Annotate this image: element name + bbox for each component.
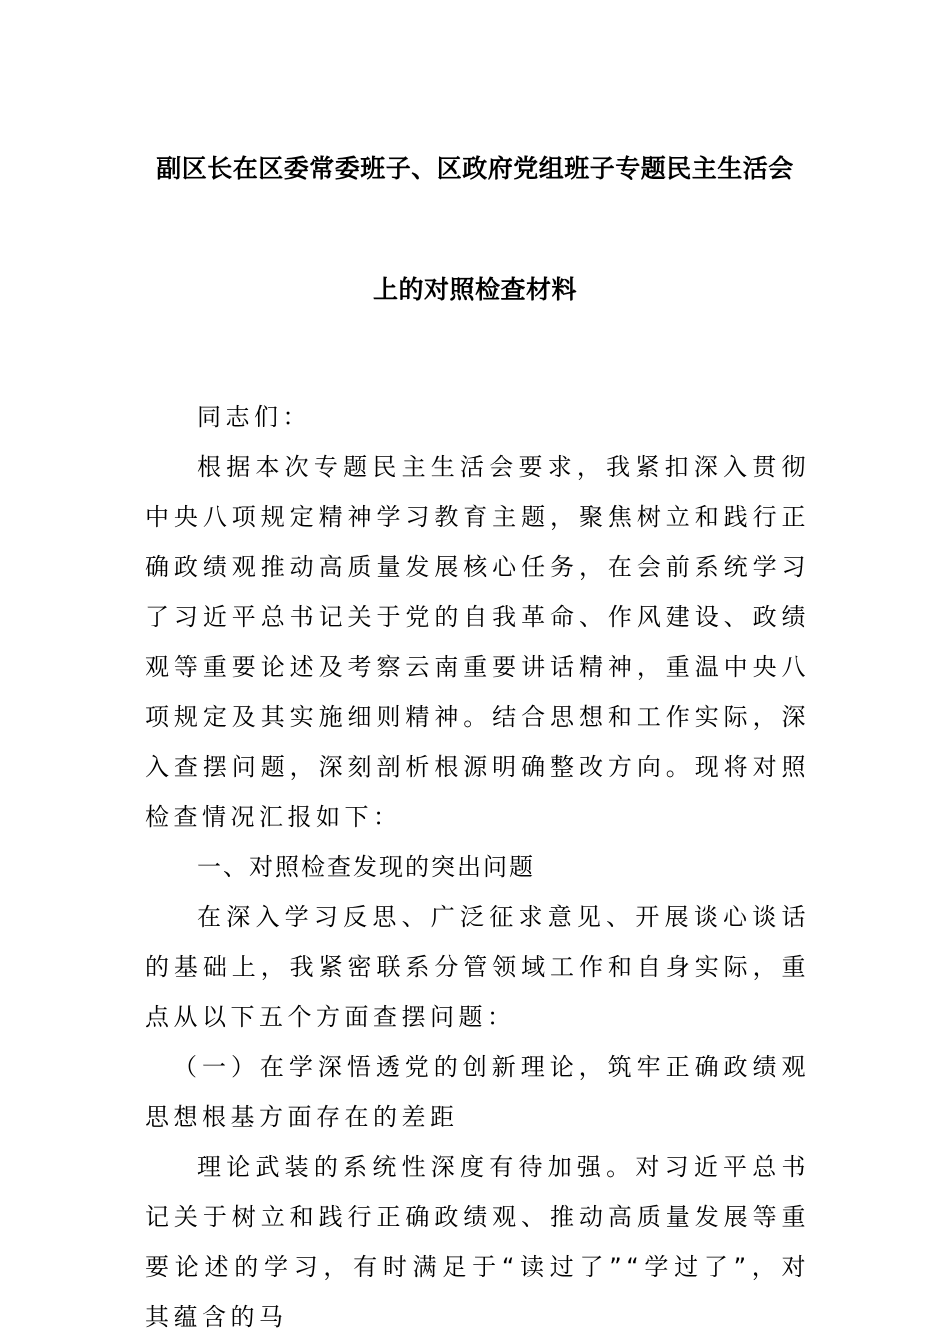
document-title-line-2: 上的对照检查材料 xyxy=(372,275,577,304)
body-paragraph-intro: 根据本次专题民主生活会要求，我紧扣深入贯彻中央八项规定精神学习教育主题，聚焦树立和践行正确政绩观推动高质量发展核心任务，在会前系统学习了习近平总书记关于党的自我革命、作风建设、政绩观等重要论述及考察云南重要讲话精神，重温中央八项规定及其实施细则精神。结合思想和工作实际，深入查摆问题，深刻剖析根源明确整改方向。现将对照检查情况汇报如下： xyxy=(145,453,810,831)
body-paragraph-overview: 在深入学习反思、广泛征求意见、开展谈心谈话的基础上，我紧密联系分管领域工作和自身实际，重点从以下五个方面查摆问题： xyxy=(145,903,810,1031)
document-body xyxy=(145,392,810,1342)
salutation: 同志们： xyxy=(197,403,311,431)
document-title-line-1: 副区长在区委常委班子、区政府党组班子专题民主生活会 xyxy=(156,154,794,183)
subsection-heading-1: （一）在学深悟透党的创新理论，筑牢正确政绩观思想根基方面存在的差距 xyxy=(145,1053,810,1131)
body-paragraph-theory: 理论武装的系统性深度有待加强。对习近平总书记关于树立和践行正确政绩观、推动高质量发展等重要论述的学习，有时满足于“读过了”“学过了”，对其蕴含的马 xyxy=(145,1153,810,1331)
section-heading-1: 一、对照检查发现的突出问题 xyxy=(197,853,535,881)
